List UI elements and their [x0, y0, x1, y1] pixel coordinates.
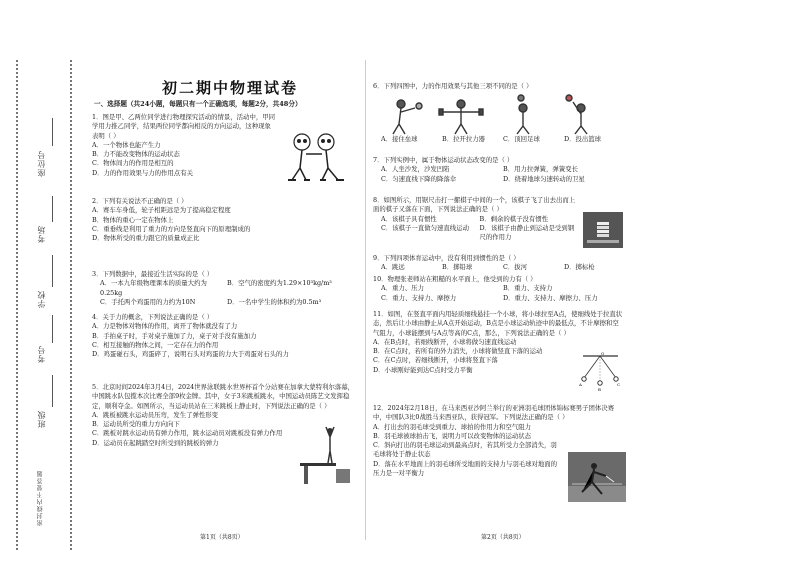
option-b: B．用力拉弹簧，弹簧变长: [503, 165, 578, 174]
option-d: D．运动员在起跳踏空时所受到的跳板的弹力: [92, 438, 219, 447]
binding-label-seat: 座位号: [37, 150, 46, 177]
question-stem: 3．下列数据中，最接近生活实际的是（ ）: [92, 270, 214, 278]
option-a: A．跳板被跳水运动员压弯，发生了弹性形变: [92, 410, 219, 419]
option-a: A．赛车车身低，轮子相距远是为了提高稳定程度: [92, 206, 231, 215]
section-heading: 一、选择题（共24小题，每题只有一个正确选项，每题2分，共48分）: [94, 100, 302, 108]
option-a: A．在B点时，若细线断开，小球将做匀速直线运动: [373, 337, 517, 346]
blank-line: [52, 255, 53, 287]
option-a: A．接住垒球: [381, 135, 418, 143]
option-b: B．手拍桌子时，手对桌子施加了力，桌子对手没有施加力: [92, 331, 257, 340]
question-stem: 7．下列实例中，属于物体运动状态改变的是（ ）: [373, 156, 514, 164]
option-a: A．一本九年级物理课本的质量大约为0.25kg: [100, 279, 207, 297]
question-9: [373, 254, 625, 273]
question-stem: 8．如图所示，用锯尺击打一摞棋子中间的一个，该棋子飞了出去出而上面的棋子又落在下面，下列说法正确的是（ ）: [373, 196, 576, 214]
question-stem: 11．如图，在竖直平面内用轻质细线悬挂一个小球，将小球拉至A点，使细线处于拉直状态，然后让小球由静止从A点开始运动，B点是小球运动轨迹中的最低点，不计摩擦和空气阻力，小球能摆到与A点等高的C点，那么，下列说法正确的是（ ）: [373, 310, 623, 337]
binding-label-class: 班级: [37, 410, 46, 428]
question-7: [373, 156, 625, 184]
question-stem: 9．下列四项体育运动中，没有利用到惯性的是（ ）: [373, 254, 520, 262]
option-b: B．力不能改变物体的运动状态: [92, 150, 180, 159]
option-b: B．剩余的棋子没有惯性: [479, 214, 549, 223]
exam-title: 初二期中物理试卷: [162, 79, 299, 97]
option-c: C．斜向打出的羽毛球运动到最高点时，若其所受力全部消失，羽毛球将处于静止状态: [373, 441, 557, 459]
option-b: B．空气的密度约为1.29×10³kg/m³: [227, 279, 332, 288]
binding-label-exam-room: 考场: [37, 225, 46, 243]
page-footer-left: 第1页（共8页）: [200, 534, 244, 541]
binding-margin: [0, 0, 75, 562]
option-c: C．该棋子一直做匀速直线运动: [381, 223, 469, 232]
label-b: B: [598, 387, 601, 392]
question-stem: 6．下列四图中，力的作用效果与其他三项不同的是（ ）: [373, 82, 533, 90]
option-c: C．相互接触的物体之间，一定存在力的作用: [92, 340, 219, 349]
option-d: D．绕着地球匀速转动的卫星: [503, 174, 585, 183]
blank-line: [52, 196, 53, 222]
option-b: B．物体的重心一定在物体上: [92, 215, 174, 224]
blank-line: [52, 315, 53, 343]
option-a: A．人坐沙发，沙发凹陷: [381, 165, 450, 174]
question-stem: 4．关于力的概念，下列说法正确的是（ ）: [92, 313, 214, 321]
binding-label-exam-id: 考号: [37, 345, 46, 363]
page-left: [92, 0, 354, 562]
page-footer-right: 第2页（共8页）: [481, 534, 525, 541]
option-d: D．力的作用效果与力的作用点有关: [92, 168, 193, 177]
blank-line: [52, 375, 53, 407]
option-d: D．一名中学生的体积约为0.5m³: [227, 297, 322, 306]
seal-notice: 密封线内不要答题: [37, 470, 44, 526]
option-b: B．掷铅球: [442, 263, 473, 272]
option-d: D．落在水平地面上的羽毛球所受地面的支持力与羽毛球对地面的压力是一对平衡力: [373, 459, 558, 477]
option-c: C．重力、支持力、摩擦力: [381, 293, 457, 302]
option-a: A．一个物体也能产生力: [92, 140, 161, 149]
figure-diving-board: [300, 425, 352, 485]
option-c: C．手托两个鸡蛋用的力约为10N: [100, 297, 196, 306]
question-stem: 2．下列有关说法不正确的是（ ）: [92, 197, 188, 205]
question-2: [92, 197, 354, 243]
figure-pendulum: [578, 352, 623, 392]
question-stem: 12．2024年2月18日，在马来西亚沙阿兰举行的亚洲羽毛球团体锦标赛男子团体决赛中，中国队3比0战胜马来西亚队，获得冠军。下列说法正确的是（ ）: [373, 404, 615, 422]
question-stem: 10．物理张老师站在粗糙的水平面上，他受到的力有（ ）: [373, 275, 537, 283]
question-1: [92, 113, 277, 178]
option-c: C．顶回足球: [503, 135, 540, 143]
question-8: [373, 196, 578, 242]
label-a: A: [579, 382, 582, 387]
question-stem: 1．图是甲、乙两位同学进行物理探究活动的情景，活动中，甲同学用力推乙同学，结果两位同学都向相反的方向运动，这种现象表明（ ）: [92, 113, 276, 140]
question-3: [92, 270, 354, 307]
option-a: A．力是物体对物体的作用，离开了物体就没有了力: [92, 322, 238, 331]
figure-pushing-cartoon: [280, 130, 350, 185]
option-c: C．在C点时，若细线断开，小球将竖直下落: [373, 356, 498, 365]
option-b: B．羽毛球被球拍击飞，说明力可以改变物体的运动状态: [373, 431, 532, 440]
option-b: B．重力、支持力: [503, 284, 553, 293]
option-a: A．该棋子具有惯性: [381, 214, 437, 223]
label-o: O: [601, 352, 605, 356]
option-d: D．物体所受的重力跟它的质量成正比: [92, 234, 200, 243]
page-right: [373, 0, 625, 562]
option-b: B．在C点时，若所有的外力消失，小球将做竖直下落的运动: [373, 347, 543, 356]
option-c: C．拔河: [503, 263, 528, 272]
option-d: D．小球刚好能到达C点时受力平衡: [373, 365, 473, 374]
option-c: C．跳板对跳水运动员有弹力作用，跳水运动员对跳板没有弹力作用: [92, 429, 283, 438]
option-d: D．掷标枪: [564, 263, 595, 272]
figure-badminton-photo: [568, 452, 626, 502]
question-10: [373, 275, 625, 303]
option-c: C．匀速直线下降的降落伞: [381, 174, 457, 183]
option-c: C．物体间力的作用是相互的: [92, 159, 174, 168]
blank-line: [52, 118, 53, 146]
option-b: B．运动员所受的重力方向向下: [92, 420, 180, 429]
question-stem: 5．北京时间2024年3月4日，2024世界泳联跳水世界杯首个分站赛在加拿大蒙特利尔落幕，中国跳水队包揽本次比赛全部9枚金牌。其中，女子3米跳板跳水，中国运动员陈艺文发挥稳定，顺利夺金。如图所示，当运动员站在三米跳板上静止时，下列说法正确的是（ ）: [92, 383, 355, 410]
option-a: A．跳远: [381, 263, 405, 272]
page-divider: [365, 60, 366, 540]
option-d: D．该棋子由静止到运动是受到钢尺的作用力: [479, 223, 575, 242]
question-4: [92, 313, 354, 359]
seal-dotted-line: [70, 60, 72, 550]
question-6: [373, 82, 625, 91]
figure-chess-stack: [583, 212, 623, 248]
option-d: D．投出篮球: [564, 135, 602, 143]
option-d: D．鸡蛋碰石头，鸡蛋碎了，说明石头对鸡蛋的力大于鸡蛋对石头的力: [92, 350, 289, 359]
option-d: D．重力、支持力、摩擦力、压力: [503, 293, 598, 302]
option-b: B．拉开拉力器: [442, 135, 486, 143]
label-c: C: [617, 382, 621, 387]
option-a: A．重力、压力: [381, 284, 424, 293]
question-6-options: [373, 135, 625, 144]
binding-label-school: 学校: [37, 290, 46, 308]
option-a: A．打出去的羽毛球受到重力、球拍的作用力和空气阻力: [373, 422, 531, 431]
seal-dotted-line: [16, 60, 18, 550]
figure-ball-sports: [383, 94, 613, 136]
option-c: C．重垂线是利用了重力的方向是竖直向下的原理制成的: [92, 224, 251, 233]
